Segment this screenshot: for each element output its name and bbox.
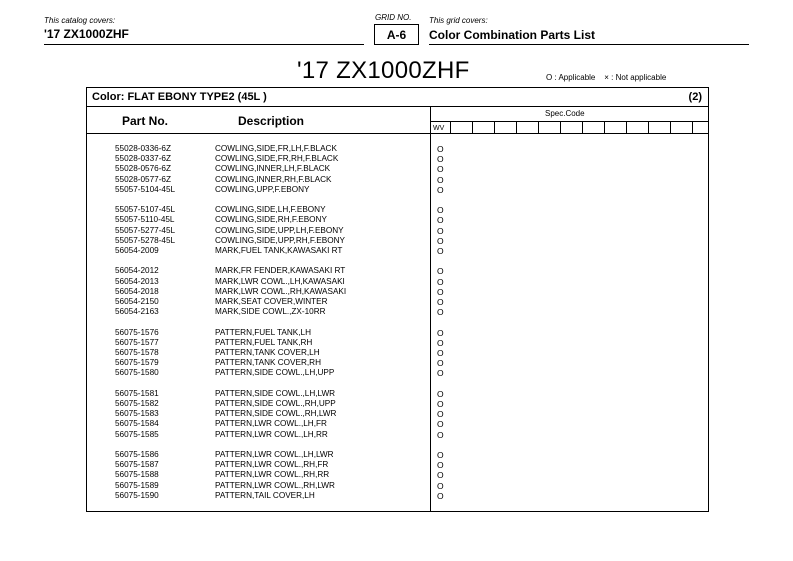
part-number: 55028-0336-6Z	[115, 144, 171, 153]
spec-code-cell-divider	[472, 121, 473, 133]
part-number: 55028-0337-6Z	[115, 154, 171, 164]
part-number: 56075-1587	[115, 460, 159, 470]
catalog-model: '17 ZX1000ZHF	[44, 27, 129, 41]
header-bottom-rule	[87, 133, 708, 134]
part-number: 56075-1577	[115, 337, 159, 347]
part-number: 56075-1589	[115, 480, 159, 490]
part-description: COWLING,SIDE,FR,RH,F.BLACK	[215, 154, 339, 164]
applicable-mark: O	[437, 358, 444, 369]
part-number: 55057-5107-45L	[115, 205, 176, 215]
applicability-legend: O : Applicable × : Not applicable	[546, 73, 667, 82]
applicable-mark: O	[437, 215, 444, 226]
applicable-mark: O	[437, 307, 444, 318]
spec-code-cell-divider	[560, 121, 561, 133]
part-number: 55028-0576-6Z	[115, 164, 171, 174]
part-description: COWLING,SIDE,UPP,RH,F.EBONY	[215, 235, 345, 245]
applicable-mark: O	[437, 205, 444, 216]
applicable-mark: O	[437, 490, 444, 501]
part-number: 56054-2012	[115, 266, 159, 276]
part-number: 56075-1584	[115, 419, 159, 429]
part-description: MARK,SIDE COWL.,ZX-10RR	[215, 307, 326, 317]
applicable-mark: O	[437, 368, 444, 379]
col-part-no: Part No.	[122, 114, 169, 128]
part-number: 56075-1586	[115, 450, 159, 459]
applicable-mark: O	[437, 348, 444, 358]
applicable-mark: O	[437, 286, 444, 297]
part-description: PATTERN,LWR COWL.,RH,FR	[215, 460, 329, 470]
part-number: 55057-5104-45L	[115, 184, 176, 194]
applicable-mark: O	[437, 409, 444, 420]
part-description: COWLING,SIDE,LH,F.EBONY	[215, 205, 326, 215]
part-description: PATTERN,LWR COWL.,LH,LWR	[215, 450, 334, 459]
spec-code-label: Spec.Code	[545, 109, 585, 118]
page-title: '17 ZX1000ZHF	[297, 57, 470, 84]
part-description: PATTERN,LWR COWL.,LH,RR	[215, 429, 328, 439]
spec-code-cell-divider	[582, 121, 583, 133]
color-label: Color: FLAT EBONY TYPE2 (45L )	[92, 91, 267, 103]
part-description: PATTERN,FUEL TANK,LH	[215, 327, 311, 337]
grid-covers-title: Color Combination Parts List	[429, 28, 596, 42]
part-description: MARK,LWR COWL.,RH,KAWASAKI	[215, 286, 347, 296]
spec-divider	[430, 106, 431, 511]
grid-number-box	[374, 24, 419, 45]
applicable-mark: O	[437, 235, 444, 246]
part-number: 56075-1579	[115, 358, 159, 368]
part-number: 55057-5278-45L	[115, 235, 176, 245]
spec-code-cell-divider	[670, 121, 671, 133]
spec-code-cell-divider	[494, 121, 495, 133]
spec-code-cell-divider	[692, 121, 693, 133]
part-description: PATTERN,LWR COWL.,RH,LWR	[215, 480, 335, 490]
applicable-mark: O	[437, 419, 444, 430]
grid-number: A-6	[386, 27, 407, 42]
applicable-mark: O	[437, 470, 444, 481]
applicable-mark: O	[437, 297, 444, 307]
parts-table	[86, 87, 709, 512]
grid-covers-caption: This grid covers:	[429, 16, 488, 25]
part-number: 56054-2163	[115, 307, 159, 317]
applicable-mark: O	[437, 164, 444, 175]
header-rule-left	[44, 44, 364, 45]
applicable-mark: O	[437, 266, 444, 277]
part-number: 56075-1576	[115, 327, 159, 337]
part-description: COWLING,SIDE,FR,LH,F.BLACK	[215, 144, 337, 153]
part-number: 56075-1578	[115, 348, 159, 357]
part-number: 56054-2009	[115, 246, 159, 255]
part-description: PATTERN,SIDE COWL.,RH,UPP	[215, 399, 336, 408]
spec-code-cell-divider	[648, 121, 649, 133]
applicable-mark: O	[437, 174, 444, 185]
part-description: PATTERN,TAIL COVER,LH	[215, 490, 315, 500]
spec-code-wv: WV	[433, 125, 445, 132]
part-number: 55057-5110-45L	[115, 215, 175, 225]
col-description: Description	[238, 114, 305, 128]
applicable-mark: O	[437, 246, 444, 256]
applicable-mark: O	[437, 276, 444, 287]
part-description: MARK,FR FENDER,KAWASAKI RT	[215, 266, 346, 276]
part-description: PATTERN,FUEL TANK,RH	[215, 337, 313, 347]
header-rule-right	[429, 44, 749, 45]
spec-code-cell-divider	[604, 121, 605, 133]
applicable-mark: O	[437, 225, 444, 236]
part-number: 56054-2013	[115, 276, 159, 286]
applicable-mark: O	[437, 480, 444, 491]
part-description: PATTERN,LWR COWL.,RH,RR	[215, 470, 330, 480]
applicable-mark: O	[437, 460, 444, 471]
part-description: COWLING,SIDE,UPP,LH,F.EBONY	[215, 225, 344, 235]
grid-caption: GRID NO.	[375, 13, 412, 22]
part-description: MARK,SEAT COVER,WINTER	[215, 297, 328, 306]
part-number: 55028-0577-6Z	[115, 174, 171, 184]
part-number: 56075-1580	[115, 368, 159, 378]
page-marker: (2)	[688, 91, 702, 103]
applicable-mark: O	[437, 154, 444, 165]
part-number: 55057-5277-45L	[115, 225, 176, 235]
part-description: COWLING,SIDE,RH,F.EBONY	[215, 215, 327, 225]
color-row	[87, 88, 708, 107]
part-description: PATTERN,LWR COWL.,LH,FR	[215, 419, 327, 429]
part-description: MARK,LWR COWL.,LH,KAWASAKI	[215, 276, 345, 286]
part-number: 56075-1590	[115, 490, 159, 500]
part-description: PATTERN,SIDE COWL.,LH,LWR	[215, 388, 336, 398]
part-number: 56054-2150	[115, 297, 159, 306]
part-number: 56075-1585	[115, 429, 159, 439]
applicable-mark: O	[437, 399, 444, 409]
part-description: PATTERN,TANK COVER,RH	[215, 358, 321, 368]
spec-code-cell-divider	[516, 121, 517, 133]
part-number: 56054-2018	[115, 286, 159, 296]
part-number: 56075-1582	[115, 399, 159, 408]
part-description: PATTERN,SIDE COWL.,LH,UPP	[215, 368, 335, 378]
applicable-mark: O	[437, 388, 444, 399]
part-description: COWLING,UPP,F.EBONY	[215, 184, 310, 194]
part-number: 56075-1588	[115, 470, 159, 480]
part-number: 56075-1583	[115, 409, 159, 419]
applicable-mark: O	[437, 184, 444, 195]
spec-code-cell-divider	[538, 121, 539, 133]
spec-code-cell-divider	[626, 121, 627, 133]
part-description: PATTERN,TANK COVER,LH	[215, 348, 320, 357]
applicable-mark: O	[437, 337, 444, 348]
applicable-mark: O	[437, 450, 444, 460]
part-description: COWLING,INNER,LH,F.BLACK	[215, 164, 331, 174]
applicable-mark: O	[437, 429, 444, 440]
part-description: COWLING,INNER,RH,F.BLACK	[215, 174, 332, 184]
applicable-mark: O	[437, 327, 444, 338]
part-number: 56075-1581	[115, 388, 159, 398]
applicable-mark: O	[437, 144, 444, 154]
part-description: PATTERN,SIDE COWL.,RH,LWR	[215, 409, 337, 419]
part-description: MARK,FUEL TANK,KAWASAKI RT	[215, 246, 343, 255]
spec-code-cell-divider	[450, 121, 451, 133]
catalog-caption: This catalog covers:	[44, 16, 116, 25]
